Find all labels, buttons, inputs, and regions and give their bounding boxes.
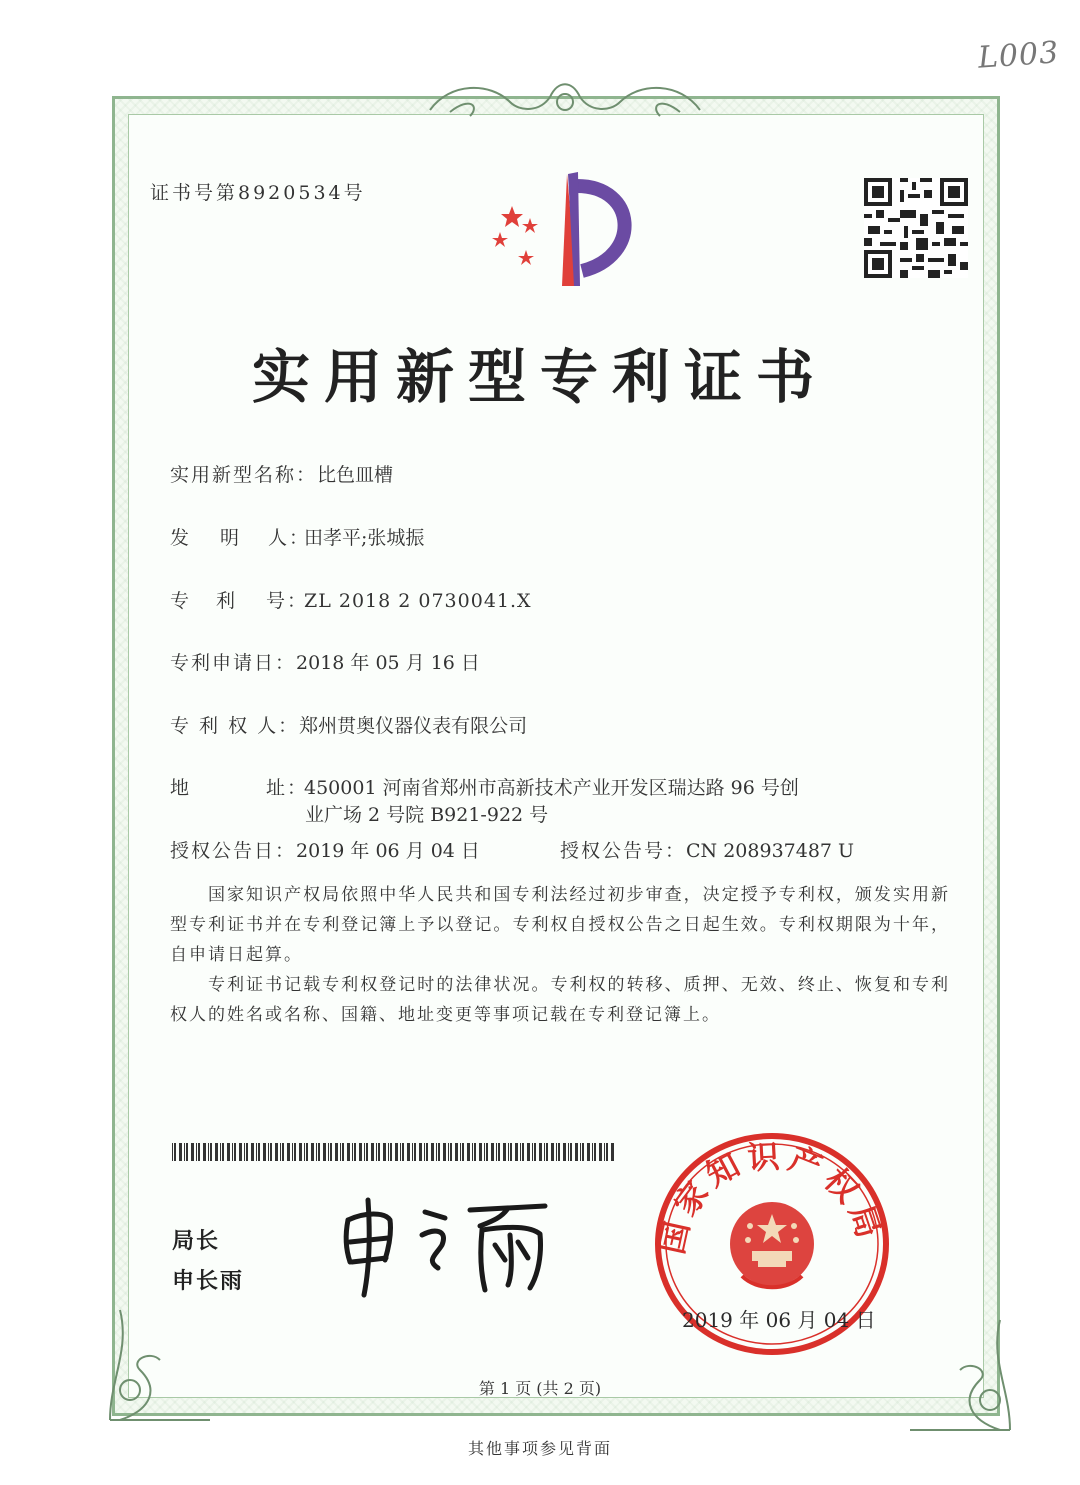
grant-date-row xyxy=(170,836,480,863)
director-signature xyxy=(330,1190,570,1305)
cnipa-emblem-icon xyxy=(482,166,642,291)
bottom-left-ornament-icon xyxy=(100,1290,220,1430)
seal-date: 2019 年 06 月 04 日 xyxy=(682,1308,876,1332)
patent-number-label-char-2: 利 xyxy=(216,590,238,612)
bottom-right-ornament-icon xyxy=(900,1300,1020,1440)
patent-number-label-char-1: 专 xyxy=(170,590,192,612)
address-label-char-1: 地 xyxy=(170,777,192,799)
grant-date-label: 授权公告日： xyxy=(170,840,297,862)
handwritten-code: L003 xyxy=(976,35,1061,76)
page-indicator: 第 1 页 (共 2 页) xyxy=(478,1379,602,1398)
certificate-title: 实用新型专利证书 xyxy=(251,343,828,411)
grant-number-label: 授权公告号： xyxy=(560,840,687,862)
patentee-row xyxy=(170,711,527,738)
patentee-label: 专 利 权 人： xyxy=(170,715,300,737)
footer-note: 其他事项参见背面 xyxy=(467,1439,612,1458)
legal-paragraph-2: 专利证书记载专利权登记时的法律状况。专利权的转移、质押、无效、终止、恢复和专利权人的姓名或名称、国籍、地址变更等事项记载在专利登记簿上。 xyxy=(170,975,950,1025)
grant-number-value: CN 208937487 U xyxy=(686,840,855,862)
certificate-number: 证书号第8920534号 xyxy=(150,182,366,204)
address-line-2: 业广场 2 号院 B921-922 号 xyxy=(305,804,549,826)
patentee-value: 郑州贯奥仪器仪表有限公司 xyxy=(299,715,528,737)
application-date-label: 专利申请日： xyxy=(170,652,297,674)
utility-model-name-label: 实用新型名称： xyxy=(170,464,318,486)
legal-paragraph-1: 国家知识产权局依照中华人民共和国专利法经过初步审查，决定授予专利权，颁发实用新型专利证书并在专利登记簿上予以登记。专利权自授权公告之日起生效。专利权期限为十年，自申请日起算。 xyxy=(170,885,950,965)
grant-date-value: 2019 年 06 月 04 日 xyxy=(296,840,480,862)
grant-number-row xyxy=(560,836,854,863)
barcode-icon xyxy=(172,1143,614,1161)
inventor-label-char-1: 发 xyxy=(170,527,192,549)
inventor-row xyxy=(170,523,424,550)
utility-model-name-value: 比色皿槽 xyxy=(317,464,394,486)
utility-model-name-row xyxy=(170,460,393,487)
inventor-label-char-3: 人： xyxy=(268,527,311,549)
address-row xyxy=(170,773,799,800)
application-date-value: 2018 年 05 月 16 日 xyxy=(296,652,480,674)
seal-text: 国家知识产权局 xyxy=(652,1137,890,1258)
inventor-value: 田孝平;张城振 xyxy=(304,527,425,549)
director-name: 申长雨 xyxy=(172,1269,245,1294)
director-title: 局长 xyxy=(172,1229,221,1254)
patent-number-label-char-3: 号： xyxy=(266,590,309,612)
inventor-label-char-2: 明 xyxy=(220,527,242,549)
patent-number-value: ZL 2018 2 0730041.X xyxy=(304,590,532,612)
address-line-1: 450001 河南省郑州市高新技术产业开发区瑞达路 96 号创 xyxy=(304,777,799,799)
address-label-char-2: 址： xyxy=(266,777,309,799)
patent-number-row xyxy=(170,586,532,613)
qr-code-icon xyxy=(864,178,968,278)
application-date-row xyxy=(170,648,480,675)
top-ornament-icon xyxy=(410,72,720,122)
